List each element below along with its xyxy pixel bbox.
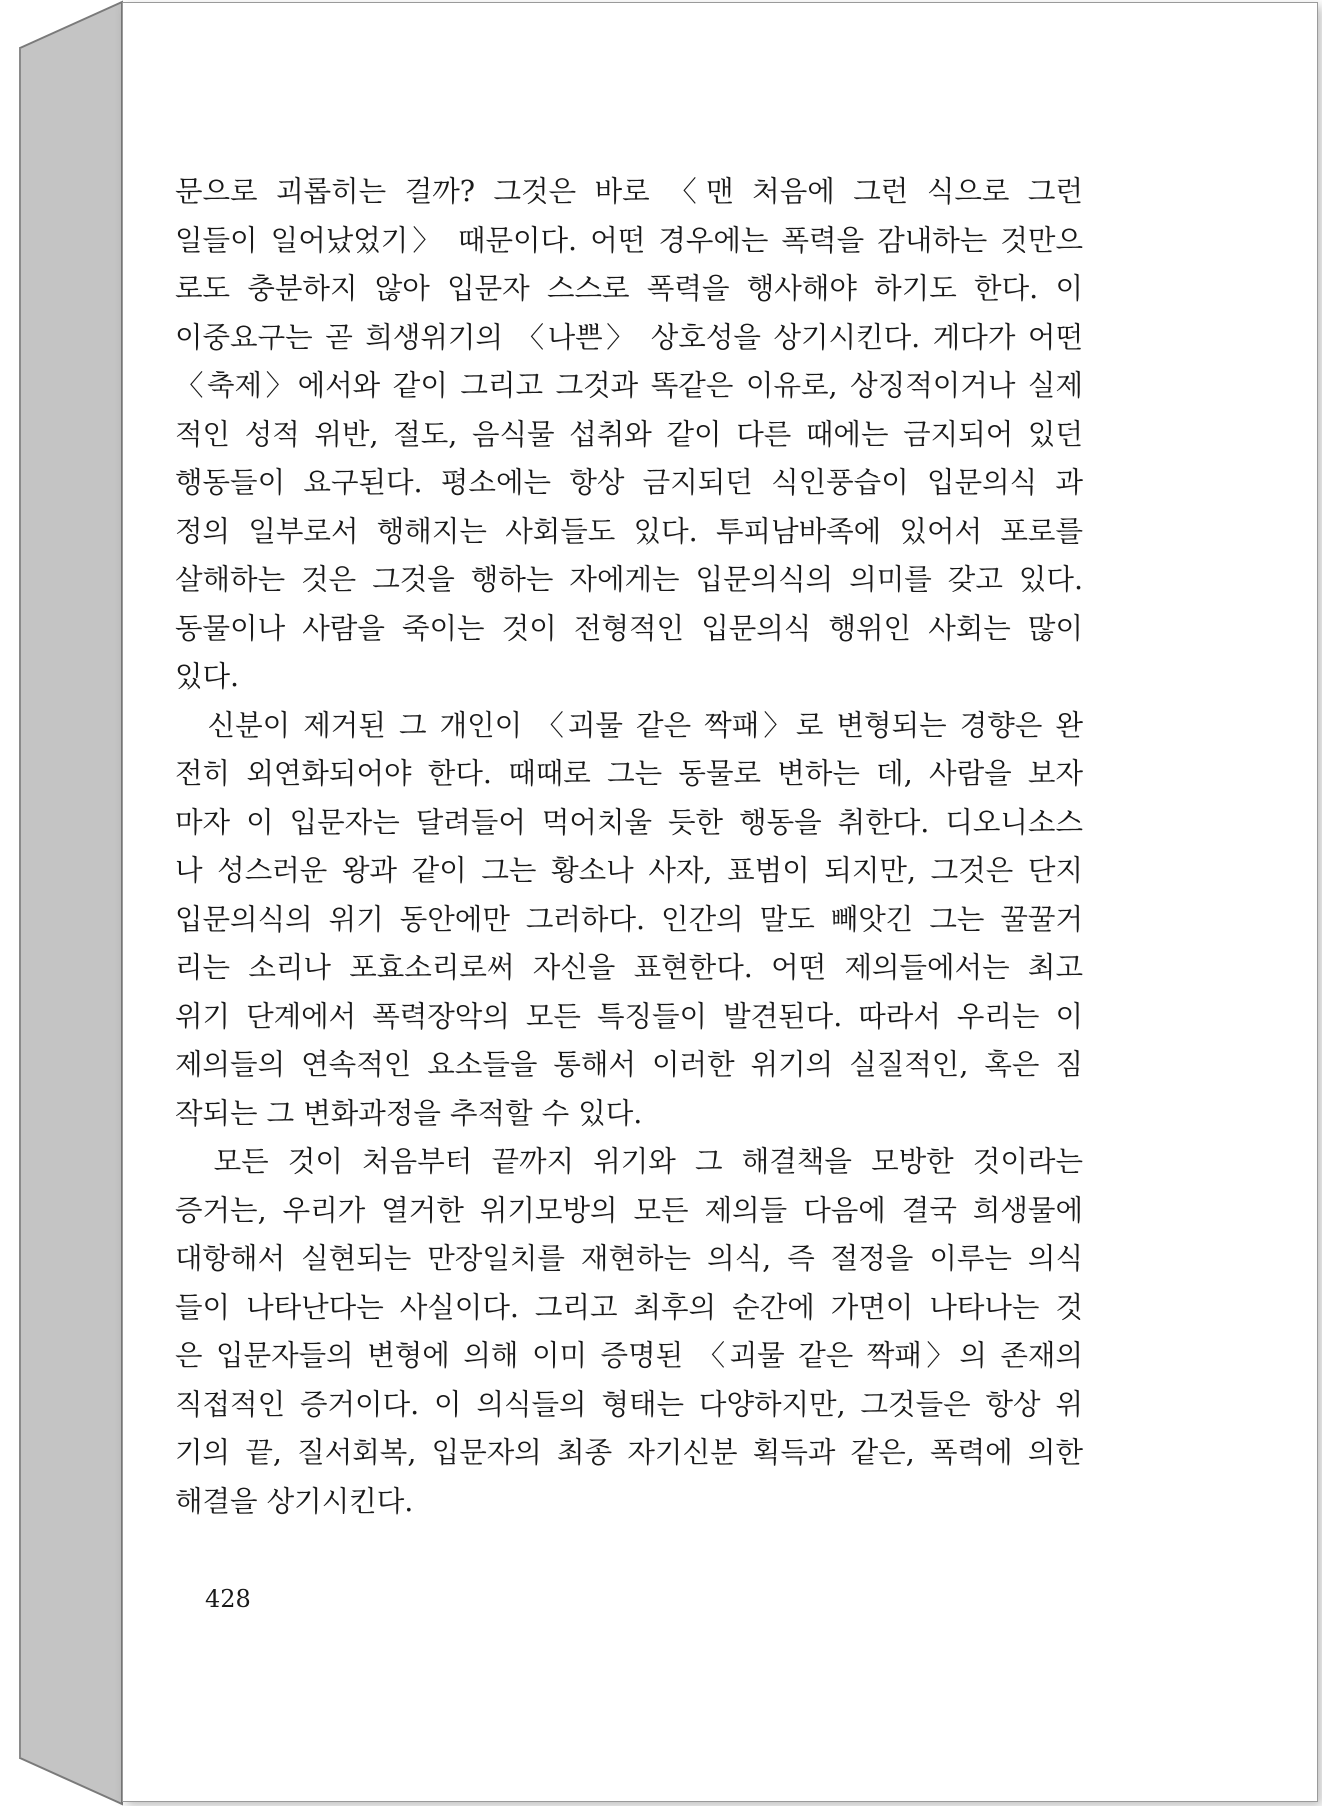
text-line: 은 입문자들의 변형에 의해 이미 증명된 〈괴물 같은 짝패〉의 존재의 xyxy=(175,1339,1083,1372)
text-line: 나 성스러운 왕과 같이 그는 황소나 사자, 표범이 되지만, 그것은 단지 xyxy=(175,854,1083,887)
text-line: 행동들이 요구된다. 평소에는 항상 금지되던 식인풍습이 입문의식 과 xyxy=(175,466,1083,499)
text-line: 위기 단계에서 폭력장악의 모든 특징들이 발견된다. 따라서 우리는 이 xyxy=(175,999,1083,1033)
text-line: 해결을 상기시킨다. xyxy=(175,1484,414,1518)
text-line: 증거는, 우리가 열거한 위기모방의 모든 제의들 다음에 결국 희생물에 xyxy=(175,1193,1083,1227)
page-number: 428 xyxy=(205,1585,251,1613)
text-line: 있다. xyxy=(175,660,240,693)
body-text xyxy=(175,168,1083,1526)
text-line: 신분이 제거된 그 개인이 〈괴물 같은 짝패〉로 변형되는 경향은 완 xyxy=(175,708,1083,742)
text-line: 문으로 괴롭히는 걸까? 그것은 바로 〈맨 처음에 그런 식으로 그런 xyxy=(175,175,1083,208)
text-line: 리는 소리나 포효소리로써 자신을 표현한다. 어떤 제의들에서는 최고 xyxy=(175,951,1083,984)
text-line: 제의들의 연속적인 요소들을 통해서 이러한 위기의 실질적인, 혹은 짐 xyxy=(175,1048,1083,1081)
text-line: 정의 일부로서 행해지는 사회들도 있다. 투피남바족에 있어서 포로를 xyxy=(175,514,1083,548)
text-line: 적인 성적 위반, 절도, 음식물 섭취와 같이 다른 때에는 금지되어 있던 xyxy=(175,417,1083,451)
text-line: 전히 외연화되어야 한다. 때때로 그는 동물로 변하는 데, 사람을 보자 xyxy=(175,757,1083,790)
text-line: 대항해서 실현되는 만장일치를 재현하는 의식, 즉 절정을 이루는 의식 xyxy=(175,1242,1083,1275)
text-line: 로도 충분하지 않아 입문자 스스로 폭력을 행사해야 하기도 한다. 이 xyxy=(175,272,1083,305)
text-line: 들이 나타난다는 사실이다. 그리고 최후의 순간에 가면이 나타나는 것 xyxy=(175,1290,1083,1324)
text-line: 〈축제〉에서와 같이 그리고 그것과 똑같은 이유로, 상징적이거나 실제 xyxy=(175,369,1083,402)
text-line: 입문의식의 위기 동안에만 그러하다. 인간의 말도 빼앗긴 그는 꿀꿀거 xyxy=(175,902,1083,936)
text-line: 마자 이 입문자는 달려들어 먹어치울 듯한 행동을 취한다. 디오니소스 xyxy=(175,805,1083,839)
text-line: 모든 것이 처음부터 끝까지 위기와 그 해결책을 모방한 것이라는 xyxy=(175,1145,1083,1178)
text-line: 기의 끝, 질서회복, 입문자의 최종 자기신분 획득과 같은, 폭력에 의한 xyxy=(175,1436,1083,1469)
text-line: 직접적인 증거이다. 이 의식들의 형태는 다양하지만, 그것들은 항상 위 xyxy=(175,1387,1083,1421)
text-line: 동물이나 사람을 죽이는 것이 전형적인 입문의식 행위인 사회는 많이 xyxy=(175,611,1083,645)
text-line: 이중요구는 곧 희생위기의 〈나쁜〉 상호성을 상기시킨다. 게다가 어떤 xyxy=(175,320,1083,354)
text-line: 작되는 그 변화과정을 추적할 수 있다. xyxy=(175,1096,643,1130)
text-line: 일들이 일어났었기〉 때문이다. 어떤 경우에는 폭력을 감내하는 것만으 xyxy=(175,223,1083,257)
text-line: 살해하는 것은 그것을 행하는 자에게는 입문의식의 의미를 갖고 있다. xyxy=(175,563,1083,596)
book-spine xyxy=(0,0,140,1806)
